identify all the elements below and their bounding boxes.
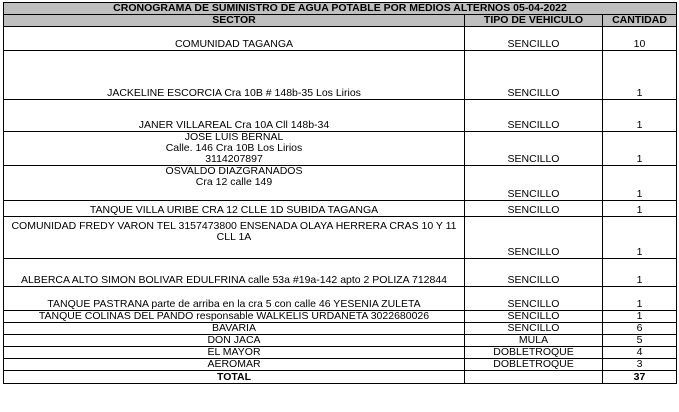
tipo-cell: SENCILLO [465, 51, 603, 100]
table-title: CRONOGRAMA DE SUMINISTRO DE AGUA POTABLE POR MEDIOS ALTERNOS 05-04-2022 [4, 3, 677, 15]
sector-line: JOSE LUIS BERNAL [184, 131, 284, 143]
tipo-cell: SENCILLO [465, 287, 603, 311]
tipo-cell: SENCILLO [465, 217, 603, 259]
cantidad-cell: 10 [603, 27, 677, 51]
header-tipo: TIPO DE VEHICULO [465, 15, 603, 27]
tipo-cell: SENCILLO [465, 132, 603, 166]
sector-cell: JACKELINE ESCORCIA Cra 10B # 148b-35 Los Lirios [4, 51, 465, 100]
table-row [4, 51, 677, 100]
sector-cell: COMUNIDAD TAGANGA [4, 27, 465, 51]
cantidad-cell: 1 [603, 287, 677, 311]
sector-cell: TANQUE VILLA URIBE CRA 12 CLLE 1D SUBIDA TAGANGA [4, 201, 465, 217]
sector-cell [4, 166, 465, 201]
cantidad-cell: 1 [603, 166, 677, 201]
sector-line: 3114207897 [205, 153, 263, 165]
sector-cell: BAVARIA [4, 323, 465, 335]
sector-cell: TANQUE COLINAS DEL PANDO responsable WALKELIS URDANETA 3022680026 [4, 311, 465, 323]
tipo-cell: SENCILLO [465, 27, 603, 51]
table-row [4, 217, 677, 259]
tipo-cell: SENCILLO [465, 323, 603, 335]
tipo-cell: SENCILLO [465, 166, 603, 201]
sector-line: OSVALDO DIAZGRANADOS [165, 165, 303, 177]
sector-cell: EL MAYOR [4, 347, 465, 359]
total-label: TOTAL [4, 371, 465, 384]
table-row [4, 100, 677, 132]
total-tipo-cell [465, 371, 603, 384]
cantidad-cell: 1 [603, 51, 677, 100]
cantidad-cell: 5 [603, 335, 677, 347]
tipo-cell: SENCILLO [465, 311, 603, 323]
table-row [4, 201, 677, 217]
tipo-cell: DOBLETROQUE [465, 359, 603, 371]
table-row [4, 347, 677, 359]
tipo-cell: SENCILLO [465, 201, 603, 217]
table-row [4, 132, 677, 166]
table-row [4, 287, 677, 311]
title-row [4, 3, 677, 15]
cantidad-cell: 3 [603, 359, 677, 371]
table-row [4, 311, 677, 323]
cantidad-cell: 4 [603, 347, 677, 359]
sector-cell: DON JACA [4, 335, 465, 347]
sector-cell: ALBERCA ALTO SIMON BOLIVAR EDULFRINA calle 53a #19a-142 apto 2 POLIZA 712844 [4, 259, 465, 287]
sector-cell [4, 132, 465, 166]
cantidad-cell: 1 [603, 132, 677, 166]
sector-line: Cra 12 calle 149 [195, 176, 273, 188]
table-row [4, 166, 677, 201]
sector-cell [4, 217, 465, 259]
sector-line: Calle. 146 Cra 10B Los Lirios [165, 142, 303, 154]
header-row [4, 15, 677, 27]
cantidad-cell: 1 [603, 201, 677, 217]
total-cantidad: 37 [603, 371, 677, 384]
tipo-cell: SENCILLO [465, 100, 603, 132]
header-sector: SECTOR [4, 15, 465, 27]
sector-cell: JANER VILLAREAL Cra 10A Cll 148b-34 [4, 100, 465, 132]
table-row [4, 323, 677, 335]
sector-cell: TANQUE PASTRANA parte de arriba en la cra 5 con calle 46 YESENIA ZULETA [4, 287, 465, 311]
total-row [4, 371, 677, 384]
table-row [4, 27, 677, 51]
tipo-cell: MULA [465, 335, 603, 347]
table-row [4, 335, 677, 347]
tipo-cell: DOBLETROQUE [465, 347, 603, 359]
table-row [4, 359, 677, 371]
sector-cell: AEROMAR [4, 359, 465, 371]
supply-schedule-table [3, 2, 677, 384]
cantidad-cell: 6 [603, 323, 677, 335]
cantidad-cell: 1 [603, 311, 677, 323]
cantidad-cell: 1 [603, 259, 677, 287]
cantidad-cell: 1 [603, 100, 677, 132]
tipo-cell: SENCILLO [465, 259, 603, 287]
cantidad-cell: 1 [603, 217, 677, 259]
sector-line: COMUNIDAD FREDY VARON TEL 3157473800 ENSENADA OLAYA HERRERA CRAS 10 Y 11 [11, 220, 457, 232]
sector-line: CLL 1A [216, 231, 252, 243]
table-row [4, 259, 677, 287]
header-cantidad: CANTIDAD [603, 15, 677, 27]
